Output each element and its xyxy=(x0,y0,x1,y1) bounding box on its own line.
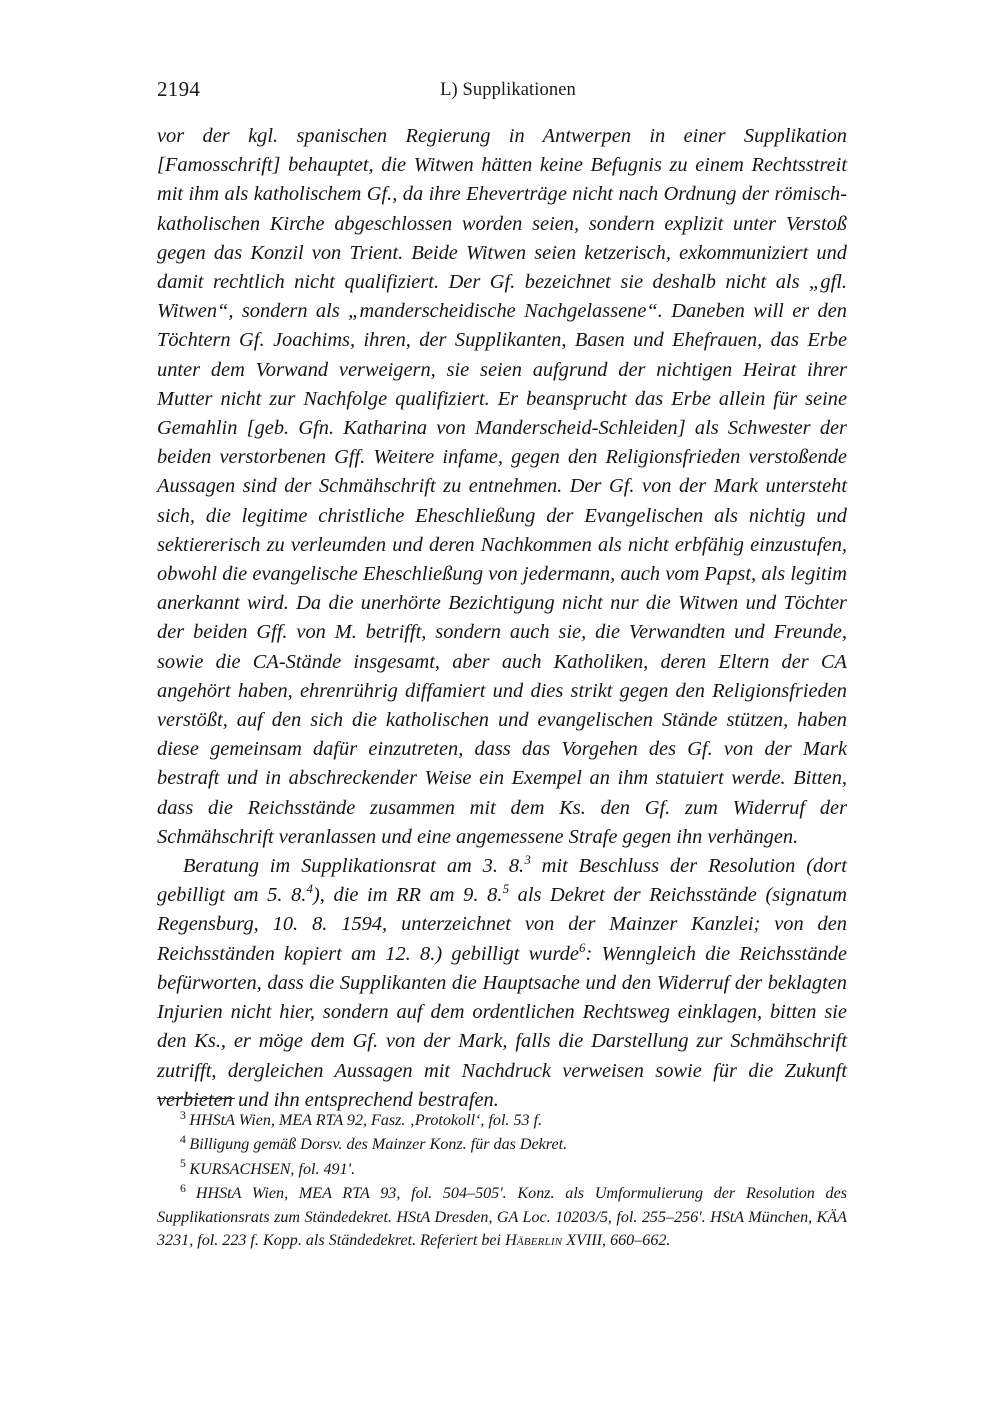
footnote-text: HHStA Wien, MEA RTA 93, fol. 504–505'. Konz. als Umformulierung der Resolution des Supplikationsrats zum Ständedekret. HStA Dresden, GA Loc. 10203/5, fol. 255–256'. HStA München, KÄA 3231, fol. 223 f. Kopp. als Ständedekret. Referiert bei xyxy=(157,1185,847,1250)
footnote-marker-5[interactable]: 5 xyxy=(502,882,509,897)
footnote-text: KURSACHSEN, fol. 491'. xyxy=(189,1160,356,1178)
footnote-number: 5 xyxy=(180,1157,186,1171)
paragraph-beratung xyxy=(157,852,847,1115)
running-title: L) Supplikationen xyxy=(440,80,576,100)
text-segment: mit Beschluss der Resolution (dort gebilligt am 5. 8. xyxy=(157,855,847,907)
footnote-marker-6[interactable]: 6 xyxy=(579,940,586,955)
footnote-number: 3 xyxy=(180,1108,186,1122)
footnote-item-6 xyxy=(157,1182,847,1252)
text-segment: als Dekret der Reichsstände (signatum Regensburg, 10. 8. 1594, unterzeichnet von der Mainzer Kanzlei; von den Reichsständen kopiert am 12. 8.) gebilligt wurde xyxy=(157,884,848,965)
paragraph-continuation: vor der kgl. spanischen Regierung in Antwerpen in einer Supplikation [Famosschrift] behauptet, die Witwen hätten keine Befugnis zu einem Rechtsstreit mit ihm als katholischem Gf., da ihre Eheverträge nicht nach Ordnung der römisch-katholischen Kirche abgeschlossen worden seien, sondern explizit unter Verstoß gegen das Konzil von Trient. Beide Witwen seien ketzerisch, exkommuniziert und damit rechtlich nicht qualifiziert. Der Gf. bezeichnet sie deshalb nicht als „gfl. Witwen“, sondern als „manderscheidische Nachgelassene“. Daneben will er den Töchtern Gf. Joachims, ihren, der Supplikanten, Basen und Ehefrauen, das Erbe unter dem Vorwand verweigern, sie seien aufgrund der nichtigen Heirat ihrer Mutter nicht zur Nachfolge qualifiziert. Er beansprucht das Erbe allein für seine Gemahlin [geb. Gfn. Katharina von Manderscheid-Schleiden] als Schwester der beiden verstorbenen Gff. Weitere infame, gegen den Religionsfrieden verstoßende Aussagen sind der Schmähschrift zu entnehmen. Der Gf. von der Mark untersteht sich, die legitime christliche Eheschließung der Evangelischen als nichtig und sektiererisch zu verleumden und deren Nachkommen als nicht erbfähig einzustufen, obwohl die evangelische Eheschließung von jedermann, auch vom Papst, als legitim anerkannt wird. Da die unerhörte Bezichtigung nicht nur die Witwen und Töchter der beiden Gff. von M. betrifft, sondern auch sie, die Verwandten und Freunde, sowie die CA-Stände insgesamt, aber auch Katholiken, deren Eltern der CA angehört haben, ehrenrührig diffamiert und dies strikt gegen den Religionsfrieden verstößt, auf den sich die katholischen und evangelischen Stände stützen, haben diese gemeinsam dafür einzutreten, dass das Vorgehen des Gf. von der Mark bestraft und in abschreckender Weise ein Exempel an ihm statuiert werde. Bitten, dass die Reichsstände zusammen mit dem Ks. den Gf. zum Widerruf der Schmähschrift veranlassen und eine angemessene Strafe gegen ihn verhängen. xyxy=(157,125,847,848)
footnote-text-tail: XVIII, 660–662. xyxy=(562,1232,671,1250)
text-segment: ), die im RR am 9. 8. xyxy=(312,884,503,907)
footnote-number: 6 xyxy=(180,1181,186,1195)
footnote-marker-3[interactable]: 3 xyxy=(524,853,531,868)
footnote-item-3 xyxy=(157,1109,847,1132)
text-segment: : Wenngleich die Reichsstände befürworten, dass die Supplikanten die Hauptsache und den Widerruf der beklagten Injurien nicht hier, sondern auf dem ordentlichen Rechtsweg einklagen, bitten sie den Ks., er möge dem Gf. von der Mark, falls die Darstellung zur Schmähschrift zutrifft, dergleichen Aussagen mit Nachdruck verweisen sowie für die Zukunft verbieten und ihn entsprechend bestrafen. xyxy=(157,942,847,1111)
page-number: 2194 xyxy=(157,77,201,101)
footnote-item-4 xyxy=(157,1133,847,1156)
text-segment: Beratung im Supplikationsrat am 3. 8. xyxy=(183,855,525,878)
footnote-item-5 xyxy=(157,1158,847,1181)
footnote-marker-4[interactable]: 4 xyxy=(306,882,313,897)
footnotes-section xyxy=(157,1098,847,1253)
footnote-number: 4 xyxy=(180,1133,186,1147)
footnote-separator-rule xyxy=(157,1098,235,1099)
body-text xyxy=(157,122,847,1115)
footnote-text: Billigung gemäß Dorsv. des Mainzer Konz. für das Dekret. xyxy=(189,1136,568,1154)
footnote-text: HHStA Wien, MEA RTA 92, Fasz. ‚Protokoll‘, fol. 53 f. xyxy=(189,1112,543,1129)
footnote-author-smallcaps: Häberlin xyxy=(505,1232,563,1250)
running-head xyxy=(157,76,847,102)
